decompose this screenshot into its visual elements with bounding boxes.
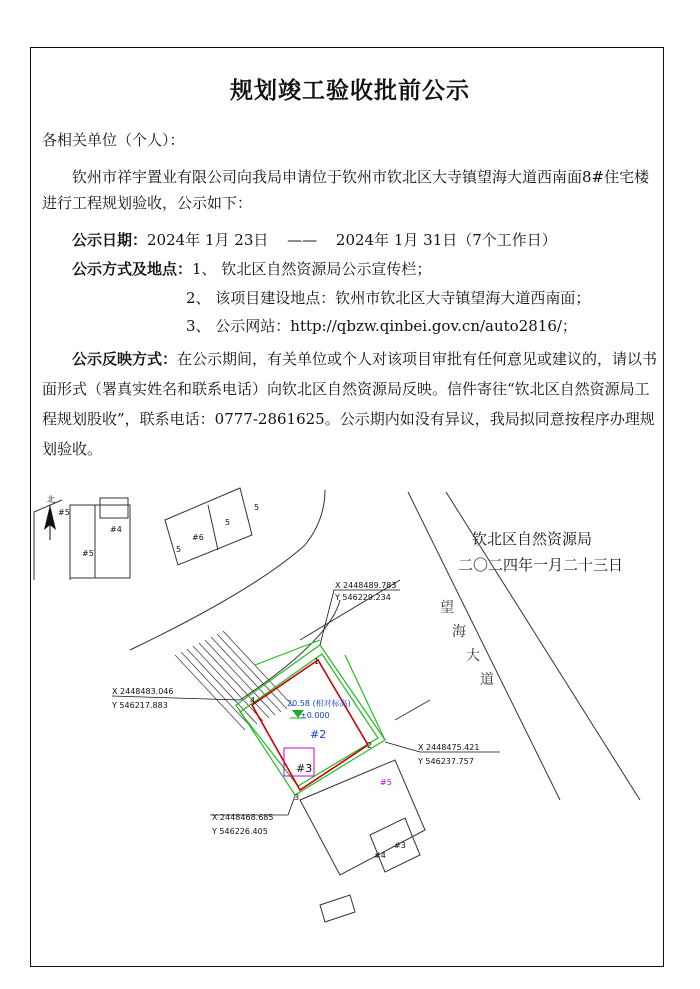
building-label: #4 xyxy=(110,525,122,534)
road-char: 海 xyxy=(452,624,466,640)
building-label: #5 xyxy=(58,508,70,517)
feedback-text: 在公示期间，有关单位或个人对该项目审批有任何意见或建议的，请以书面形式（署真实姓名和联系电话）向钦北区自然资源局反映。信件寄往“钦北区自然资源局工程规划股收”，联系电话：0777-2861625。公示期内如没有异议，我局拟同意按程序办理规划验收。 xyxy=(42,350,658,458)
road-char: 道 xyxy=(480,672,494,688)
coord-y: Y 546226.405 xyxy=(212,827,268,836)
corner-id: 4 xyxy=(250,696,256,705)
north-arrow-icon xyxy=(44,505,56,540)
building-label: 5 xyxy=(176,545,182,554)
feedback-label: 公示反映方式： xyxy=(72,350,178,368)
corner-id: 1 xyxy=(314,657,320,666)
page-title: 规划竣工验收批前公示 xyxy=(230,77,470,104)
coord-x: X 2448468.685 xyxy=(212,813,274,822)
building-label: #3 xyxy=(394,841,406,850)
coord-x: X 2448475.421 xyxy=(418,743,480,752)
date-end: 2024年 1月 31日（7个工作日） xyxy=(335,231,557,249)
method-item-1: 1、 钦北区自然资源局公示宣传栏； xyxy=(192,260,432,278)
method-item-3: 3、 公示网站：http://qbzw.qinbei.gov.cn/auto2816/； xyxy=(186,317,577,335)
signature-org: 钦北区自然资源局 xyxy=(472,530,593,548)
coord-y: Y 546237.757 xyxy=(418,757,474,766)
site-elevation: ±0.000 xyxy=(300,711,330,720)
date-separator: —— xyxy=(287,231,318,249)
site-note: 20.58 (相对标高) xyxy=(287,699,351,708)
corner-id: 2 xyxy=(367,741,373,750)
method-item-2: 2、 该项目建设地点：钦州市钦北区大寺镇望海大道西南面； xyxy=(186,289,591,307)
date-label: 公示日期： xyxy=(72,231,148,249)
building-label: #3 xyxy=(296,762,313,775)
building-label: 5 xyxy=(254,503,260,512)
building-label: #6 xyxy=(192,533,204,542)
building-label: #5 xyxy=(380,778,392,787)
coord-y: Y 546229.234 xyxy=(335,593,391,602)
road-char: 大 xyxy=(466,648,480,664)
north-label: 北 xyxy=(47,495,55,504)
coord-x: X 2448483.046 xyxy=(112,687,174,696)
method-label: 公示方式及地点： xyxy=(72,260,193,278)
salutation: 各相关单位（个人）： xyxy=(42,131,185,149)
corner-id: 3 xyxy=(294,793,300,802)
building-label: 5 xyxy=(225,518,231,527)
date-start: 2024年 1月 23日 xyxy=(147,231,269,249)
building-label: #4 xyxy=(374,851,386,860)
coord-y: Y 546217.883 xyxy=(112,701,168,710)
building-label: #2 xyxy=(310,728,327,741)
building-label: #5 xyxy=(82,549,94,558)
signature-date: 二〇二四年一月二十三日 xyxy=(458,556,624,574)
intro-paragraph: 钦州市祥宇置业有限公司向我局申请位于钦州市钦北区大寺镇望海大道西南面8#住宅楼进行工程规划验收，公示如下： xyxy=(42,168,650,212)
road-char: 望 xyxy=(440,600,454,616)
coord-x: X 2448489.783 xyxy=(335,581,397,590)
